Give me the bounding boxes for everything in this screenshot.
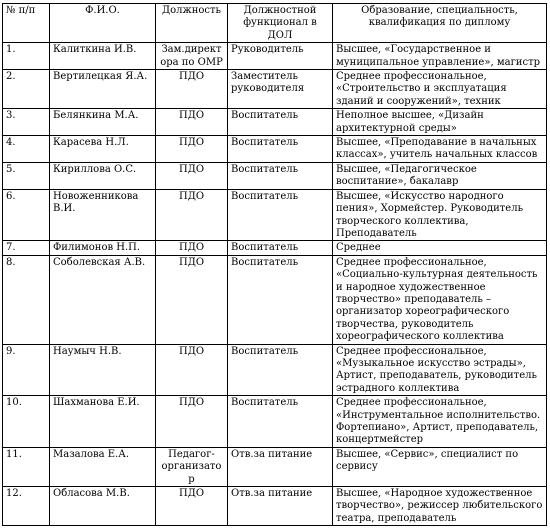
table-row [3, 241, 547, 255]
table-row [3, 162, 547, 189]
table-row [3, 255, 547, 344]
cell-education: Среднее профессиональное, «Строительство и эксплуатация зданий и сооружений», техник [333, 70, 547, 109]
cell-education: Неполное высшее, «Дизайн архитектурной среды» [333, 109, 547, 136]
cell-position: ПДО [156, 344, 228, 396]
cell-role: Воспитатель [228, 109, 333, 136]
cell-role: Воспитатель [228, 241, 333, 255]
cell-num: 3. [3, 109, 50, 136]
cell-num: 4. [3, 136, 50, 163]
cell-fio: Белянкина М.А. [50, 109, 156, 136]
cell-fio: Наумыч Н.В. [50, 344, 156, 396]
cell-position: ПДО [156, 189, 228, 241]
cell-position: ПДО [156, 162, 228, 189]
cell-num: 1. [3, 43, 50, 70]
cell-num: 10. [3, 396, 50, 448]
cell-education: Высшее, «Народное художественное творчество», режиссер любительского театра, преподаватель [333, 487, 547, 526]
cell-num: 8. [3, 255, 50, 344]
cell-education: Высшее, «Сервис», специалист по сервису [333, 447, 547, 486]
cell-role: Воспитатель [228, 189, 333, 241]
header-fio: Ф.И.О. [50, 4, 156, 43]
cell-education: Среднее профессиональное, «Музыкальное искусство эстрады», Артист, преподаватель, руководитель эстрадного коллектива [333, 344, 547, 396]
table-body [3, 43, 547, 526]
cell-position: ПДО [156, 136, 228, 163]
cell-education: Высшее, «Педагогическое воспитание», бакалавр [333, 162, 547, 189]
table-row [3, 344, 547, 396]
cell-education: Среднее профессиональное, «Социально-культурная деятельность и народное художественное творчество» преподаватель – организатор хореографического творчества, руководитель хореографического коллектива [333, 255, 547, 344]
cell-position: ПДО [156, 255, 228, 344]
cell-role: Руководитель [228, 43, 333, 70]
cell-education: Среднее профессиональное, «Инструментальное исполнительство. Фортепиано», Артист, преподаватель, концертмейстер [333, 396, 547, 448]
table-row [3, 70, 547, 109]
cell-role: Отв.за питание [228, 447, 333, 486]
cell-position: ПДО [156, 241, 228, 255]
cell-num: 6. [3, 189, 50, 241]
cell-role: Воспитатель [228, 136, 333, 163]
cell-fio: Вертилецкая Я.А. [50, 70, 156, 109]
header-education: Образование, специальность, квалификация по диплому [333, 4, 547, 43]
cell-fio: Кириллова О.С. [50, 162, 156, 189]
cell-position: ПДО [156, 70, 228, 109]
cell-role: Воспитатель [228, 344, 333, 396]
cell-num: 12. [3, 487, 50, 526]
cell-fio: Новоженникова В.И. [50, 189, 156, 241]
table-row [3, 189, 547, 241]
header-num: № п/п [3, 4, 50, 43]
cell-num: 11. [3, 447, 50, 486]
cell-role: Отв.за питание [228, 487, 333, 526]
table-row [3, 447, 547, 486]
cell-num: 5. [3, 162, 50, 189]
cell-fio: Мазалова Е.А. [50, 447, 156, 486]
cell-fio: Карасева Н.Л. [50, 136, 156, 163]
cell-fio: Соболевская А.В. [50, 255, 156, 344]
cell-role: Заместитель руководителя [228, 70, 333, 109]
cell-fio: Шахманова Е.И. [50, 396, 156, 448]
cell-role: Воспитатель [228, 396, 333, 448]
cell-fio: Калиткина И.В. [50, 43, 156, 70]
header-role: Должностной функционал в ДОЛ [228, 4, 333, 43]
cell-num: 2. [3, 70, 50, 109]
cell-fio: Филимонов Н.П. [50, 241, 156, 255]
header-row [3, 4, 547, 43]
cell-num: 7. [3, 241, 50, 255]
table-row [3, 43, 547, 70]
header-position: Должность [156, 4, 228, 43]
cell-position: Педагог-организатор [156, 447, 228, 486]
cell-role: Воспитатель [228, 162, 333, 189]
cell-education: Высшее, «Государственное и муниципальное управление», магистр [333, 43, 547, 70]
cell-role: Воспитатель [228, 255, 333, 344]
table-row [3, 487, 547, 526]
cell-position: ПДО [156, 109, 228, 136]
table-row [3, 136, 547, 163]
cell-num: 9. [3, 344, 50, 396]
cell-education: Высшее, «Искусство народного пения», Хормейстер. Руководитель творческого коллектива, Преподаватель [333, 189, 547, 241]
cell-position: ПДО [156, 487, 228, 526]
cell-position: ПДО [156, 396, 228, 448]
cell-fio: Обласова М.В. [50, 487, 156, 526]
table-row [3, 396, 547, 448]
cell-education: Высшее, «Преподавание в начальных классах», учитель начальных классов [333, 136, 547, 163]
cell-education: Среднее [333, 241, 547, 255]
table-row [3, 109, 547, 136]
cell-position: Зам.директора по ОМР [156, 43, 228, 70]
staff-table [2, 3, 547, 526]
